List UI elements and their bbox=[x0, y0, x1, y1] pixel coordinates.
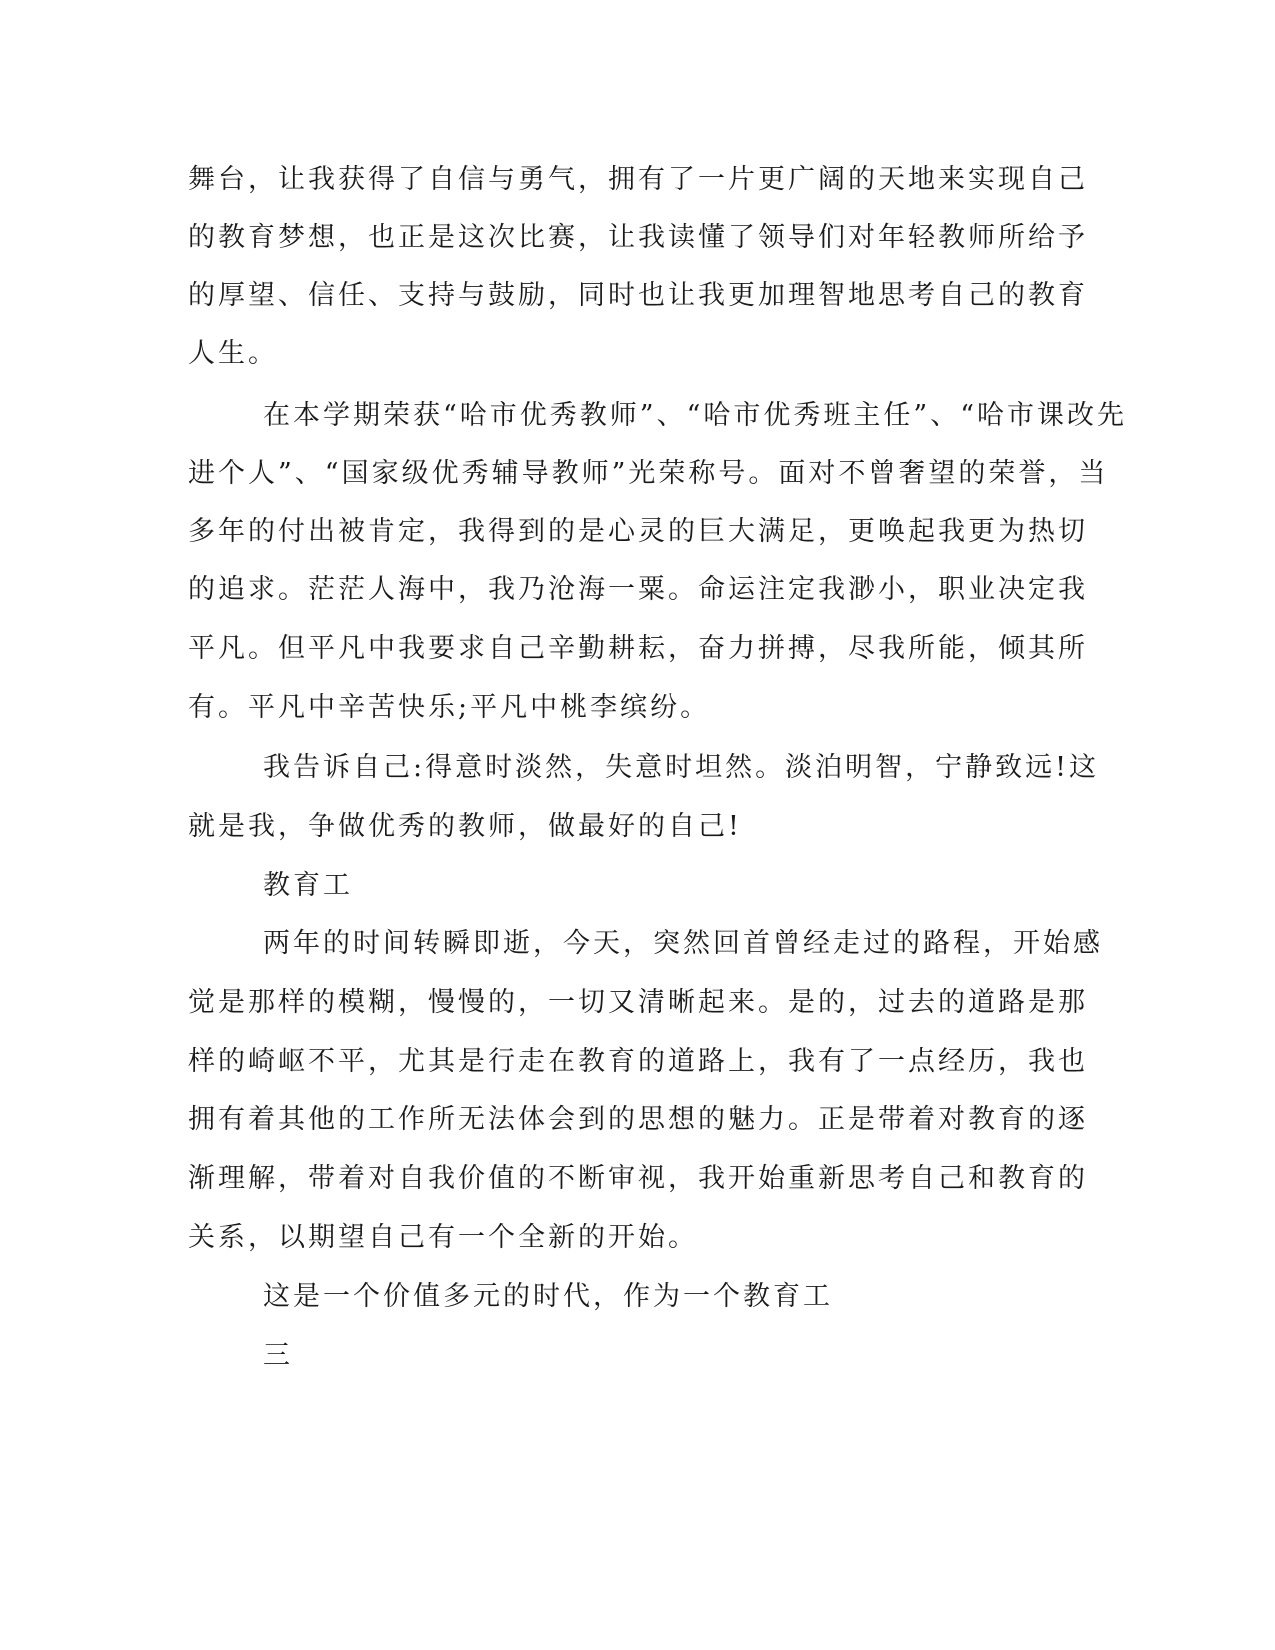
text-line: 平凡。但平凡中我要求自己辛勤耕耘，奋力拼搏，尽我所能，倾其所 bbox=[188, 633, 1088, 664]
text-line: 教育工 bbox=[263, 870, 353, 901]
text-line: 的厚望、信任、支持与鼓励，同时也让我更加理智地思考自己的教育 bbox=[188, 280, 1088, 311]
text-line: 我告诉自己:得意时淡然，失意时坦然。淡泊明智，宁静致远!这 bbox=[263, 752, 1099, 783]
text-line: 的追求。茫茫人海中，我乃沧海一粟。命运注定我渺小，职业决定我 bbox=[188, 574, 1088, 605]
text-line: 两年的时间转瞬即逝，今天，突然回首曾经走过的路程，开始感 bbox=[263, 928, 1103, 959]
text-line: 拥有着其他的工作所无法体会到的思想的魅力。正是带着对教育的逐 bbox=[188, 1104, 1088, 1135]
text-line: 人生。 bbox=[188, 338, 278, 369]
text-line: 关系，以期望自己有一个全新的开始。 bbox=[188, 1222, 698, 1253]
text-line: 的教育梦想，也正是这次比赛，让我读懂了领导们对年轻教师所给予 bbox=[188, 222, 1088, 253]
text-line: 多年的付出被肯定，我得到的是心灵的巨大满足，更唤起我更为热切 bbox=[188, 516, 1088, 547]
text-line: 这是一个价值多元的时代，作为一个教育工 bbox=[263, 1281, 833, 1312]
text-line: 在本学期荣获“哈市优秀教师”、“哈市优秀班主任”、“哈市课改先 bbox=[263, 400, 1128, 431]
text-line: 有。平凡中辛苦快乐;平凡中桃李缤纷。 bbox=[188, 692, 711, 723]
text-line: 进个人”、“国家级优秀辅导教师”光荣称号。面对不曾奢望的荣誉，当 bbox=[188, 458, 1109, 489]
text-line: 样的崎岖不平，尤其是行走在教育的道路上，我有了一点经历，我也 bbox=[188, 1046, 1088, 1077]
text-line: 觉是那样的模糊，慢慢的，一切又清晰起来。是的，过去的道路是那 bbox=[188, 987, 1088, 1018]
text-line: 三 bbox=[263, 1340, 293, 1371]
text-line: 就是我，争做优秀的教师，做最好的自己! bbox=[188, 811, 742, 842]
text-line: 舞台，让我获得了自信与勇气，拥有了一片更广阔的天地来实现自己 bbox=[188, 164, 1088, 195]
text-line: 渐理解，带着对自我价值的不断审视，我开始重新思考自己和教育的 bbox=[188, 1163, 1088, 1194]
